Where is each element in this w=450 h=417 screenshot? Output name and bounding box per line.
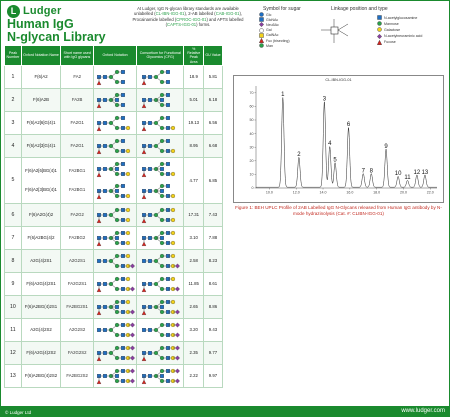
cfg-notation-cell [137, 65, 184, 88]
glycan-cartoon [140, 321, 180, 339]
oxford-notation-cell [94, 157, 137, 203]
cfg-notation-cell [137, 88, 184, 111]
oxford-name-cell [21, 341, 60, 364]
glycan-cartoon [140, 137, 180, 155]
legend-label: Neu5Ac [266, 22, 279, 27]
short-name-cell [61, 272, 94, 295]
oxford-name: F(6)A2B [33, 97, 50, 103]
gu-value-cell: 9.43 [203, 318, 222, 341]
cfg-notation-cell [137, 318, 184, 341]
cfg-notation-cell [137, 341, 184, 364]
glycan-cartoon [140, 367, 180, 385]
intro-segment: ), 2-AB labelled ( [184, 11, 216, 17]
table-row [5, 65, 223, 88]
chromatogram-title: CL-IBN-IGG-01 [325, 78, 352, 82]
x-tick-label: 18.0 [373, 190, 381, 195]
gu-value-cell: 9.77 [203, 341, 222, 364]
table-row [5, 341, 223, 364]
table-row [5, 226, 223, 249]
cfg-notation-cell [137, 111, 184, 134]
short-name: FA2B [71, 97, 83, 103]
short-name-cell [61, 318, 94, 341]
table-row [5, 88, 223, 111]
peak-label: 2 [297, 152, 301, 159]
glycan-cartoon [140, 206, 180, 224]
intro-segment: ), Procainamide labelled ( [132, 11, 242, 22]
table-header-5: % Relative Peak Area [184, 46, 204, 66]
peak-number-cell: 5 [5, 157, 22, 203]
glycan-cartoon [95, 275, 135, 293]
legend-item-right-1 [377, 21, 399, 26]
cfg-notation-cell [137, 134, 184, 157]
table-header-6: GU Value [203, 46, 222, 66]
short-name-cell [61, 88, 94, 111]
oxford-name-alt: F(6)A2[3]BG(4)1 [25, 187, 57, 193]
peak-number-cell: 7 [5, 226, 22, 249]
relative-area-cell: 3.10 [184, 226, 204, 249]
short-name: FA2G2S2 [67, 350, 87, 356]
oxford-notation-cell [94, 364, 137, 387]
y-tick-label: 40 [249, 131, 254, 136]
intro-segment: At Ludger, IgG N-glycan library standards are available unlabelled ( [133, 6, 239, 17]
intro-segment: ) and APTS labelled ( [165, 16, 244, 28]
oxford-notation-cell [94, 111, 137, 134]
glycan-cartoon [95, 206, 135, 224]
oxford-name: F(6)A2G(4)2 [28, 212, 54, 218]
oxford-name: F(6)A2BG(4)2S2 [24, 373, 58, 379]
x-tick-label: 16.0 [346, 190, 354, 195]
cfg-notation-cell [137, 295, 184, 318]
y-tick-label: 30 [249, 145, 254, 150]
short-name: FA2BG1 [69, 168, 86, 174]
title-line-1: Human IgG [7, 17, 74, 31]
legend-label: N-acetylglucosamine [384, 15, 418, 20]
y-tick-label: 0 [251, 186, 254, 191]
oxford-name-cell [21, 295, 60, 318]
oxford-name: F(6)A2[6]BG(4)1 [25, 168, 57, 174]
oxford-name: F(6)A2BG(4)2S1 [24, 304, 58, 310]
y-tick-label: 60 [249, 104, 254, 109]
peak-number-cell: 8 [5, 249, 22, 272]
glycan-cartoon [140, 114, 180, 132]
oxford-notation-cell [94, 341, 137, 364]
short-name: FA2BG2S2 [66, 373, 88, 379]
table-row [5, 295, 223, 318]
legend-label: Galactose [384, 27, 401, 32]
symbol-legend [253, 12, 443, 54]
peak-number-cell: 4 [5, 134, 22, 157]
legend-label: Gal [266, 28, 272, 33]
gu-value-cell: 8.86 [203, 295, 222, 318]
peak-number-cell: 12 [5, 341, 22, 364]
oxford-name-cell [21, 134, 60, 157]
relative-area-cell: 3.20 [184, 318, 204, 341]
short-name-cell [61, 364, 94, 387]
short-name-cell [61, 65, 94, 88]
ludger-logo [7, 4, 61, 18]
intro-segment: CL-IBN-IGG-01 [155, 11, 185, 17]
peak-label: 9 [384, 143, 388, 150]
oxford-name: F(6)A2[3]G(4)1 [26, 143, 56, 149]
x-tick-label: 20.0 [399, 190, 407, 195]
glycan-cartoon [95, 91, 135, 109]
gu-value-cell: 6.68 [203, 134, 222, 157]
cfg-notation-cell [137, 249, 184, 272]
cfg-notation-cell [137, 203, 184, 226]
logo-text: Ludger [23, 5, 62, 17]
gu-value-cell: 8.61 [203, 272, 222, 295]
oxford-name-cell [21, 111, 60, 134]
website-link[interactable]: www.ludger.com [401, 408, 445, 414]
intro-segment: CAB-IGG-01 [215, 11, 240, 17]
short-name: FA2G2S1 [67, 281, 87, 287]
glycan-cartoon [140, 91, 180, 109]
symbol-legend-title: Symbol for sugar [263, 6, 301, 12]
peak-label: 1 [281, 92, 285, 99]
peak-number-cell: 11 [5, 318, 22, 341]
peak-number-cell: 9 [5, 272, 22, 295]
legend-label: GalNAc [266, 33, 279, 38]
peak-label: 10 [394, 171, 402, 178]
glycan-cartoon [95, 68, 135, 86]
glycan-cartoon [95, 160, 135, 178]
linkage-diagram [315, 16, 355, 46]
oxford-notation-cell [94, 88, 137, 111]
gu-value-cell: 6.18 [203, 88, 222, 111]
cfg-notation-cell [137, 272, 184, 295]
oxford-name-cell [21, 318, 60, 341]
oxford-name-cell [21, 65, 60, 88]
table-header-row [5, 46, 223, 66]
short-name-cell [61, 249, 94, 272]
y-tick-label: 50 [249, 118, 254, 123]
oxford-notation-cell [94, 226, 137, 249]
oxford-name-cell [21, 226, 60, 249]
short-name-alt: FA2BG1 [69, 187, 86, 193]
oxford-name: F(6)A2G(4)2S2 [26, 350, 56, 356]
gu-value-cell: 9.97 [203, 364, 222, 387]
oxford-notation-cell [94, 295, 137, 318]
y-tick-label: 70 [249, 91, 254, 95]
oxford-name-cell [21, 157, 60, 203]
chromatogram-trace [256, 97, 437, 187]
intro-segment: CPROC-IGG-01 [176, 16, 207, 22]
relative-area-cell: 18.9 [184, 65, 204, 88]
gu-value-cell: 6.56 [203, 111, 222, 134]
short-name-cell [61, 111, 94, 134]
legend-label: Glc [266, 12, 272, 17]
title-line-2: N-glycan Library [7, 30, 106, 44]
relative-area-cell: 2.22 [184, 364, 204, 387]
gu-value-cell: 6.85 [203, 157, 222, 203]
peak-number-cell: 3 [5, 111, 22, 134]
glycan-cartoon [95, 114, 135, 132]
table-header-0: Peak Number [5, 46, 22, 66]
cfg-notation-cell [137, 157, 184, 203]
relative-area-cell: 4.77 [184, 157, 204, 203]
gu-value-cell: 7.43 [203, 203, 222, 226]
gu-value-cell: 5.81 [203, 65, 222, 88]
logo-mark: L [7, 5, 20, 18]
legend-label: N-acetylneuraminic acid [384, 34, 423, 39]
oxford-name-cell [21, 88, 60, 111]
glycan-cartoon [95, 137, 135, 155]
footer-bar [1, 406, 450, 417]
glycan-cartoon [140, 252, 180, 270]
table-header-4: Consortium for Functional Glycomics (CFG) [137, 46, 184, 66]
cfg-notation-cell [137, 226, 184, 249]
glycan-cartoon [140, 344, 180, 362]
relative-area-cell: 8.95 [184, 134, 204, 157]
chromatogram-panel [233, 75, 444, 203]
oxford-name: F(6)A2 [34, 74, 48, 80]
short-name: FA2 [73, 74, 81, 80]
y-tick-label: 10 [249, 172, 254, 177]
oxford-notation-cell [94, 249, 137, 272]
intro-segment: CAPTS-IGG-01 [167, 22, 197, 28]
glycan-cartoon [95, 367, 135, 385]
relative-area-cell: 17.31 [184, 203, 204, 226]
peak-number-cell: 6 [5, 203, 22, 226]
oxford-name: F(6)A2BG(4)2 [27, 235, 55, 241]
short-name-cell [61, 341, 94, 364]
glycan-cartoon [95, 344, 135, 362]
x-tick-label: 14.0 [319, 190, 327, 195]
short-name-cell [61, 203, 94, 226]
glycan-cartoon [140, 182, 180, 200]
short-name-cell [61, 226, 94, 249]
short-name: FA2BG2 [69, 235, 86, 241]
glycan-cartoon [95, 252, 135, 270]
table-row [5, 111, 223, 134]
oxford-name: F(6)A2[6]G(4)1 [26, 120, 56, 126]
glycan-cartoon [95, 298, 135, 316]
oxford-notation-cell [94, 318, 137, 341]
table-header-3: Oxford Notation [94, 46, 137, 66]
legend-item-right-2 [377, 27, 400, 32]
relative-area-cell: 2.58 [184, 249, 204, 272]
x-tick-label: 22.0 [426, 190, 434, 195]
peak-label: 13 [421, 169, 429, 176]
gu-value-cell: 8.23 [203, 249, 222, 272]
legend-item-right-3 [377, 34, 422, 39]
relative-area-cell: 19.13 [184, 111, 204, 134]
legend-label: Man [266, 43, 273, 48]
gu-value-cell: 7.88 [203, 226, 222, 249]
peak-number-cell: 1 [5, 65, 22, 88]
short-name: FA2BG2S1 [66, 304, 88, 310]
peak-label: 11 [404, 175, 411, 182]
oxford-notation-cell [94, 65, 137, 88]
legend-label: GlcNAc [266, 17, 279, 22]
relative-area-cell: 2.65 [184, 295, 204, 318]
short-name: A2G2S1 [69, 258, 86, 264]
figure-caption: Figure 1: BEH UPLC Profile of 2AB Labelled IgG N-Glycans released from Human IgG antibody by N-mode hydrazinolysis (Cat. #: CLIBN-IGG-01) [235, 205, 442, 216]
x-tick-label: 10.0 [265, 190, 273, 195]
table-row [5, 249, 223, 272]
glycan-cartoon [140, 275, 180, 293]
glycan-cartoon [95, 182, 135, 200]
legend-item-6 [259, 43, 273, 48]
relative-area-cell: 5.01 [184, 88, 204, 111]
peak-label: 3 [322, 96, 327, 103]
peak-label: 12 [413, 169, 421, 176]
oxford-notation-cell [94, 203, 137, 226]
oxford-name-cell [21, 364, 60, 387]
glycan-cartoon [140, 298, 180, 316]
short-name: FA2G1 [70, 120, 84, 126]
intro-segment: ) forms. [196, 22, 211, 28]
glycan-cartoon [95, 229, 135, 247]
oxford-name-cell [21, 272, 60, 295]
table-row [5, 134, 223, 157]
peak-label: 5 [333, 157, 337, 164]
glycan-cartoon [140, 229, 180, 247]
legend-item-right-0 [377, 15, 417, 20]
relative-area-cell: 2.35 [184, 341, 204, 364]
oxford-name: A2G(4)2S1 [30, 258, 52, 264]
legend-label: Fuc (bisecting) [266, 38, 290, 43]
short-name: FA2G2 [70, 212, 84, 218]
peak-label: 4 [328, 141, 332, 148]
short-name-cell [61, 157, 94, 203]
glycan-cartoon [95, 321, 135, 339]
peak-label: 8 [369, 168, 373, 175]
linkage-legend-title: Linkage position and type [331, 6, 388, 12]
chromatogram-chart [234, 76, 443, 202]
peak-number-cell: 2 [5, 88, 22, 111]
table-row [5, 272, 223, 295]
oxford-name-cell [21, 203, 60, 226]
glycan-cartoon [140, 160, 180, 178]
oxford-name: A2G(4)2S2 [30, 327, 52, 333]
page-title [7, 18, 106, 44]
peak-number-cell: 13 [5, 364, 22, 387]
y-tick-label: 20 [249, 159, 254, 163]
cfg-notation-cell [137, 364, 184, 387]
peak-label: 6 [346, 122, 351, 129]
table-row [5, 318, 223, 341]
relative-area-cell: 11.85 [184, 272, 204, 295]
x-tick-label: 12.0 [292, 190, 300, 195]
short-name-cell [61, 295, 94, 318]
oxford-name-cell [21, 249, 60, 272]
oxford-notation-cell [94, 134, 137, 157]
glycan-table [4, 45, 223, 388]
glycan-cartoon [140, 68, 180, 86]
table-row [5, 203, 223, 226]
table-row [5, 364, 223, 387]
copyright-text: © Ludger Ltd [5, 410, 32, 415]
oxford-name: F(6)A2G(4)2S1 [26, 281, 56, 287]
legend-label: Fucose [384, 40, 396, 45]
intro-text [129, 6, 247, 28]
table-header-1: Oxford Notation Name [21, 46, 60, 66]
peak-number-cell: 10 [5, 295, 22, 318]
table-row [5, 157, 223, 203]
short-name-cell [61, 134, 94, 157]
short-name: A2G2S2 [69, 327, 86, 333]
table-header-2: Short name used with IgG glycans [61, 46, 94, 66]
legend-label: Mannose [384, 21, 399, 26]
peak-label: 7 [361, 168, 365, 175]
short-name: FA2G1 [70, 143, 84, 149]
oxford-notation-cell [94, 272, 137, 295]
legend-item-right-4 [377, 40, 396, 45]
